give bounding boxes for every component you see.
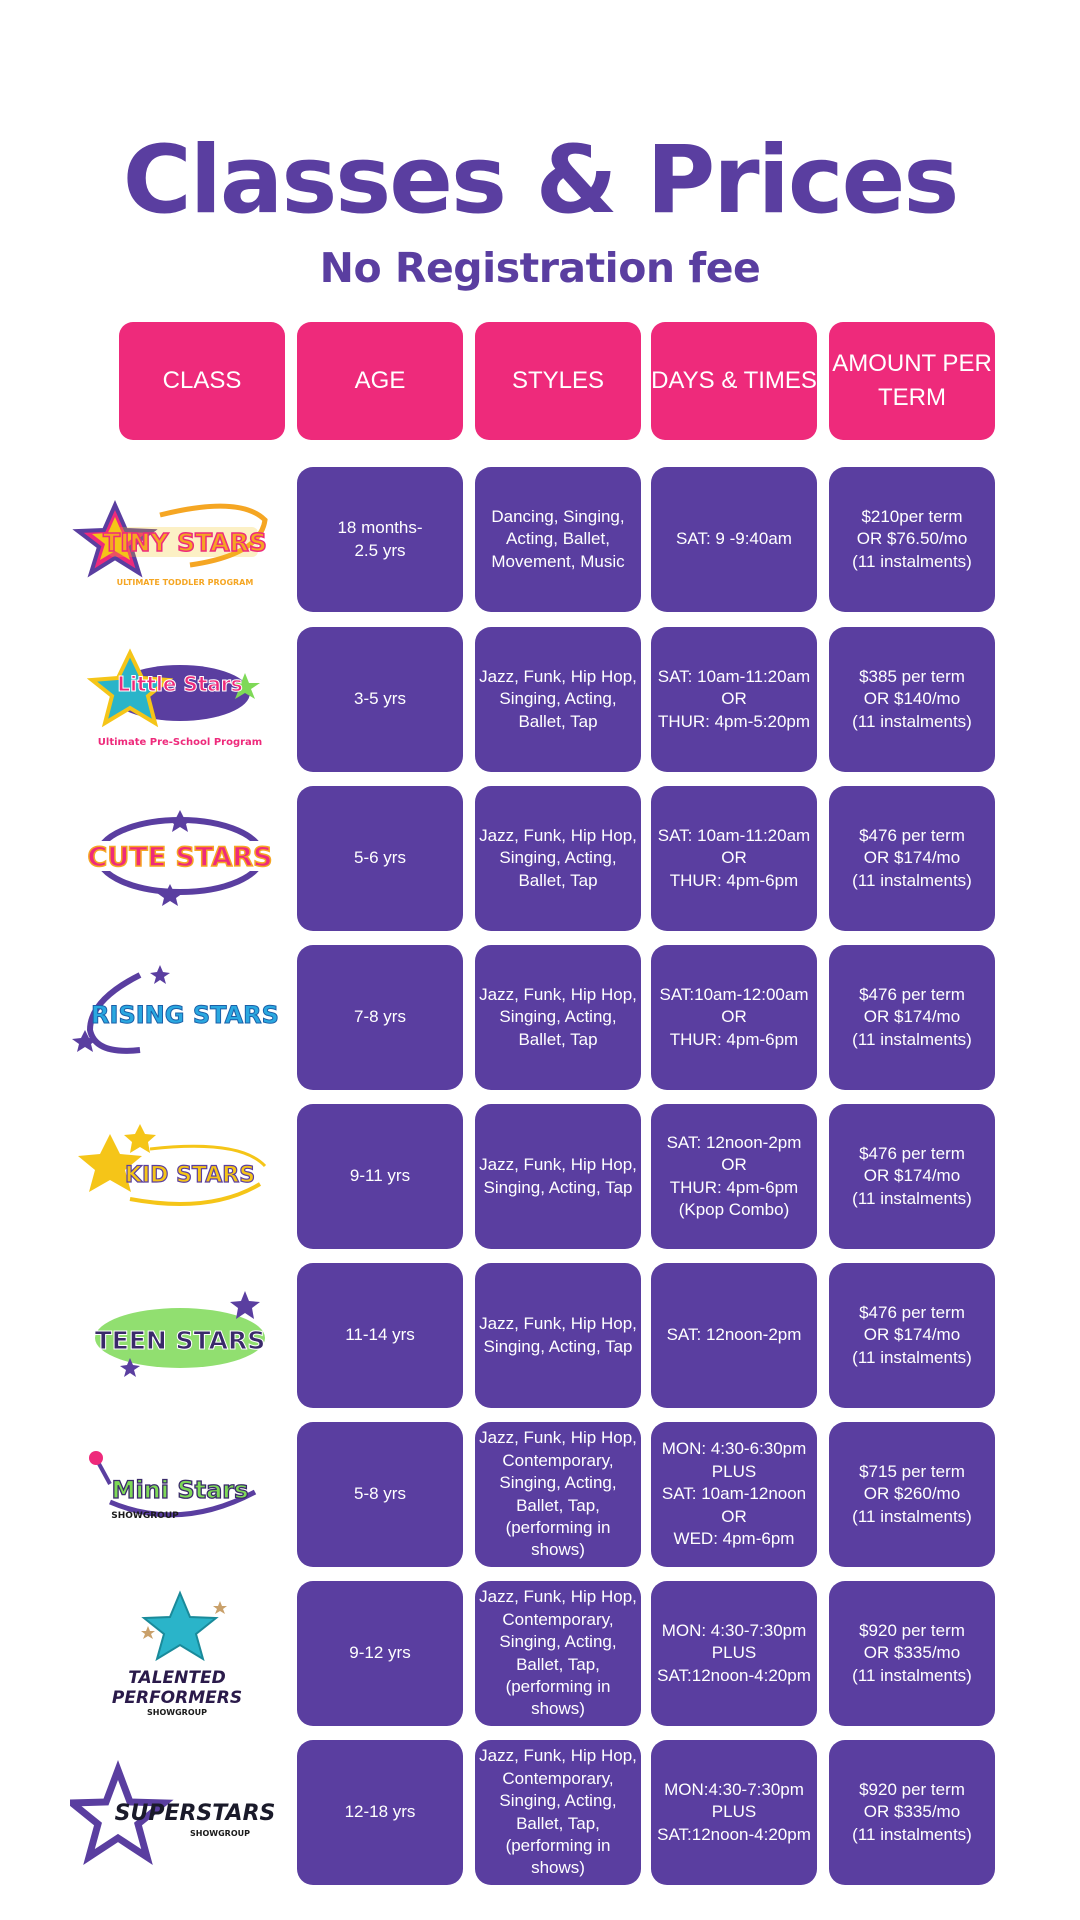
price-cell: $385 per term OR $140/mo (11 instalments) <box>829 627 995 772</box>
header-class: CLASS <box>119 322 285 440</box>
price-cell: $920 per term OR $335/mo (11 instalments) <box>829 1581 995 1726</box>
age-cell: 3-5 yrs <box>297 627 463 772</box>
header-amount-per-term: AMOUNT PER TERM <box>829 322 995 440</box>
logo-tiny-stars <box>70 475 285 615</box>
header-styles: STYLES <box>475 322 641 440</box>
logo-rising-stars <box>70 945 285 1085</box>
svg-text:RISING STARS: RISING STARS <box>91 1001 279 1029</box>
times-cell: MON: 4:30-6:30pm PLUS SAT: 10am-12noon OR WED: 4pm-6pm <box>651 1422 817 1567</box>
age-cell: 9-11 yrs <box>297 1104 463 1249</box>
logo-mini-stars <box>70 1422 285 1562</box>
svg-text:KID STARS: KID STARS <box>124 1163 256 1188</box>
page-title: Classes & Prices <box>122 126 958 235</box>
times-cell: SAT: 12noon-2pm OR THUR: 4pm-6pm (Kpop Combo) <box>651 1104 817 1249</box>
times-cell: SAT:10am-12:00am OR THUR: 4pm-6pm <box>651 945 817 1090</box>
price-cell: $476 per term OR $174/mo (11 instalments) <box>829 1104 995 1249</box>
price-cell: $715 per term OR $260/mo (11 instalments) <box>829 1422 995 1567</box>
header-age: AGE <box>297 322 463 440</box>
age-cell: 12-18 yrs <box>297 1740 463 1885</box>
times-cell: MON: 4:30-7:30pm PLUS SAT:12noon-4:20pm <box>651 1581 817 1726</box>
logo-talented-performers <box>70 1581 285 1721</box>
svg-text:SHOWGROUP: SHOWGROUP <box>111 1511 179 1521</box>
styles-cell: Jazz, Funk, Hip Hop, Singing, Acting, Ballet, Tap <box>475 627 641 772</box>
times-cell: SAT: 9 -9:40am <box>651 467 817 612</box>
age-cell: 7-8 yrs <box>297 945 463 1090</box>
styles-cell: Jazz, Funk, Hip Hop, Contemporary, Singing, Acting, Ballet, Tap, (performing in shows) <box>475 1422 641 1567</box>
svg-text:TINY STARS: TINY STARS <box>103 528 267 557</box>
header-days-times: DAYS & TIMES <box>651 322 817 440</box>
logo-kid-stars <box>70 1104 285 1244</box>
styles-cell: Jazz, Funk, Hip Hop, Contemporary, Singing, Acting, Ballet, Tap, (performing in shows) <box>475 1581 641 1726</box>
svg-text:SUPERSTARS: SUPERSTARS <box>114 1801 276 1826</box>
price-cell: $210per term OR $76.50/mo (11 instalments) <box>829 467 995 612</box>
logo-little-stars <box>70 633 285 773</box>
styles-cell: Jazz, Funk, Hip Hop, Contemporary, Singing, Acting, Ballet, Tap, (performing in shows) <box>475 1740 641 1885</box>
age-cell: 11-14 yrs <box>297 1263 463 1408</box>
times-cell: MON:4:30-7:30pm PLUS SAT:12noon-4:20pm <box>651 1740 817 1885</box>
svg-text:ULTIMATE TODDLER PROGRAM: ULTIMATE TODDLER PROGRAM <box>116 578 254 587</box>
svg-text:SHOWGROUP: SHOWGROUP <box>147 1708 207 1717</box>
logo-cute-stars <box>70 786 285 926</box>
svg-text:Mini Stars: Mini Stars <box>111 1476 249 1504</box>
styles-cell: Jazz, Funk, Hip Hop, Singing, Acting, Ballet, Tap <box>475 786 641 931</box>
svg-text:TALENTED: TALENTED <box>128 1668 226 1688</box>
times-cell: SAT: 12noon-2pm <box>651 1263 817 1408</box>
svg-text:Ultimate Pre-School Program: Ultimate Pre-School Program <box>97 737 263 748</box>
svg-text:PERFORMERS: PERFORMERS <box>111 1688 243 1708</box>
age-cell: 5-8 yrs <box>297 1422 463 1567</box>
age-cell: 5-6 yrs <box>297 786 463 931</box>
age-cell: 9-12 yrs <box>297 1581 463 1726</box>
styles-cell: Jazz, Funk, Hip Hop, Singing, Acting, Ballet, Tap <box>475 945 641 1090</box>
times-cell: SAT: 10am-11:20am OR THUR: 4pm-6pm <box>651 786 817 931</box>
price-cell: $476 per term OR $174/mo (11 instalments) <box>829 786 995 931</box>
styles-cell: Jazz, Funk, Hip Hop, Singing, Acting, Tap <box>475 1104 641 1249</box>
svg-text:Little Stars: Little Stars <box>117 672 243 696</box>
logo-superstars <box>70 1740 285 1880</box>
logo-teen-stars <box>70 1263 285 1403</box>
svg-text:CUTE STARS: CUTE STARS <box>87 842 273 873</box>
times-cell: SAT: 10am-11:20am OR THUR: 4pm-5:20pm <box>651 627 817 772</box>
svg-text:SHOWGROUP: SHOWGROUP <box>190 1829 250 1838</box>
svg-text:TEEN STARS: TEEN STARS <box>94 1326 266 1355</box>
price-cell: $476 per term OR $174/mo (11 instalments) <box>829 1263 995 1408</box>
age-cell: 18 months- 2.5 yrs <box>297 467 463 612</box>
price-cell: $920 per term OR $335/mo (11 instalments) <box>829 1740 995 1885</box>
price-cell: $476 per term OR $174/mo (11 instalments) <box>829 945 995 1090</box>
styles-cell: Dancing, Singing, Acting, Ballet, Movement, Music <box>475 467 641 612</box>
page-subtitle: No Registration fee <box>319 244 761 292</box>
styles-cell: Jazz, Funk, Hip Hop, Singing, Acting, Tap <box>475 1263 641 1408</box>
